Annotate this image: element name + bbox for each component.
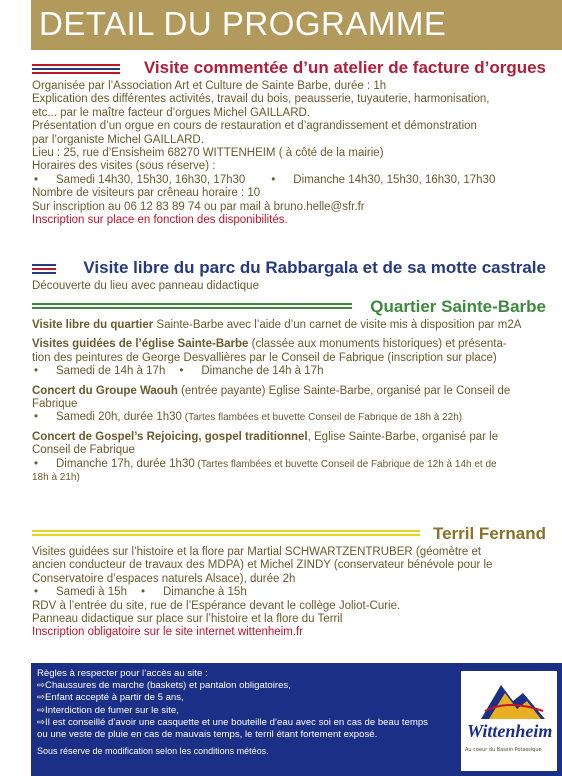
inscription-note: Inscription sur place en fonction des disponibilités. <box>32 214 288 227</box>
decor-lines <box>32 64 120 76</box>
rules-list <box>37 668 457 757</box>
rule-item: ou une veste de pluie en cas de mauvais temps, le terril étant fortement exposé. <box>37 729 378 741</box>
rules-heading: Règles à respecter pour l’accès au site : <box>37 668 208 679</box>
section-sainte-barbe <box>32 297 546 484</box>
section-terril <box>32 524 546 640</box>
bullet-line: • Samedi de 14h à 17h • Dimanche de 14h à 17h <box>34 365 324 378</box>
bullet-line: • Dimanche 17h, durée 1h30 (Tartes flambées et buvette Conseil de Fabrique de 12h à 14h et de <box>34 457 497 470</box>
rule-item: ⇨Chaussures de marche (baskets) et pantalon obligatoires, <box>37 680 291 692</box>
decor-lines <box>32 303 352 311</box>
section-header <box>32 58 546 80</box>
text-line: tion des peintures de George Desvallières par le Conseil de Fabrique (inscription sur place) <box>32 351 497 364</box>
rules-footer <box>31 663 562 776</box>
text-line: par l’organiste Michel GAILLARD. <box>32 133 204 146</box>
section-header <box>32 258 546 280</box>
text-line: Présentation d’un orgue en cours de restauration et d’agrandissement et démonstration <box>32 120 477 133</box>
reserve-note: Sous réserve de modification selon les conditions météos. <box>37 746 269 757</box>
text-line: Visites guidées sur l’histoire et la flore par Martial SCHWARTZENTRUBER (géomètre et <box>32 546 482 558</box>
section-title: Visite commentée d’un atelier de facture d’orgues <box>143 58 546 77</box>
text-line: Visites guidées de l’église Sainte-Barbe (classée aux monuments historiques) et présenta- <box>32 338 507 351</box>
text-line: Fabrique <box>32 398 78 411</box>
section-header <box>32 524 546 546</box>
bullet-line: • Samedi 14h30, 15h30, 16h30, 17h30 • Dimanche 14h30, 15h30, 16h30, 17h30 <box>34 173 496 186</box>
text-line: ancien conducteur de travaux des MDPA) et Michel ZINDY (conservateur bénévole pour le <box>32 559 493 572</box>
section-orgues <box>32 58 546 227</box>
decor-lines <box>32 530 420 538</box>
page-title: DETAIL DU PROGRAMME <box>39 5 447 42</box>
bullet-line: • Samedi 20h, durée 1h30 (Tartes flambées et buvette Conseil de Fabrique de 18h à 22h) <box>34 411 463 424</box>
text-line: Nombre de visiteurs par crêneau horaire : 10 <box>32 187 261 200</box>
text-line: Concert du Groupe Waouh (entrée payante) Eglise Sainte-Barbe, organisé par le Conseil de <box>32 384 511 397</box>
decor-lines <box>32 264 56 276</box>
logo-subtitle: Au coeur du Bassin Potassique <box>465 747 542 753</box>
text-line: Visite libre du quartier Sainte-Barbe avec l’aide d’un carnet de visite mis à disposition par m2A <box>32 319 522 331</box>
text-line: Conseil de Fabrique <box>32 444 135 457</box>
text-line: Explication des différentes activités, travail du bois, peausserie, tuyauterie, harmonisation, <box>32 93 490 106</box>
wittenheim-logo <box>461 671 557 771</box>
logo-mark-icon <box>461 671 557 723</box>
header-banner <box>31 0 562 50</box>
text-line: Panneau didactique sur place sur l’histoire et la flore du Terril <box>32 613 343 626</box>
section-title: Quartier Sainte-Barbe <box>370 297 546 316</box>
bullet-line: • Samedi à 15h • Dimanche à 15h <box>34 586 247 599</box>
section-title: Visite libre du parc du Rabbargala et de sa motte castrale <box>83 258 546 277</box>
text-line: Lieu : 25, rue d’Ensisheim 68270 WITTENHEIM ( à côté de la mairie) <box>32 147 384 160</box>
section-parc <box>32 258 546 293</box>
text-line: Concert de Gospel’s Rejoicing, gospel traditionnel, Eglise Sainte-Barbe, organisé par le <box>32 430 499 443</box>
text-line: Sur inscription au 06 12 83 89 74 ou par mail à bruno.helle@sfr.fr <box>32 200 365 213</box>
rule-item: ⇨Enfant accepté à partir de 5 ans, <box>37 692 184 704</box>
rule-item: ⇨Il est conseillé d’avoir une casquette et une bouteille d’eau avec soi en cas de beau temps <box>37 716 428 728</box>
text-line: etc... par le maître facteur d’orgues Michel GAILLARD. <box>32 106 311 119</box>
section-header <box>32 297 546 319</box>
text-line: Découverte du lieu avec panneau didactique <box>32 280 259 292</box>
text-line: Horaires des visites (sous réserve) : <box>32 160 216 173</box>
text-line: Conservatoire d’espaces naturels Alsace), durée 2h <box>32 572 296 585</box>
inscription-note: Inscription obligatoire sur le site internet wittenheim.fr <box>32 626 304 639</box>
rule-item: ⇨Interdiction de fumer sur le site, <box>37 704 179 716</box>
section-title: Terril Fernand <box>432 524 546 543</box>
text-line: 18h à 21h) <box>32 472 80 484</box>
text-line: RDV à l’entrée du site, rue de l’Espérance devant le collège Joliot-Curie. <box>32 599 401 612</box>
text-line: Organisée par l’Association Art et Culture de Sainte Barbe, durée : 1h <box>32 80 387 92</box>
logo-text: Wittenheim <box>467 721 553 741</box>
